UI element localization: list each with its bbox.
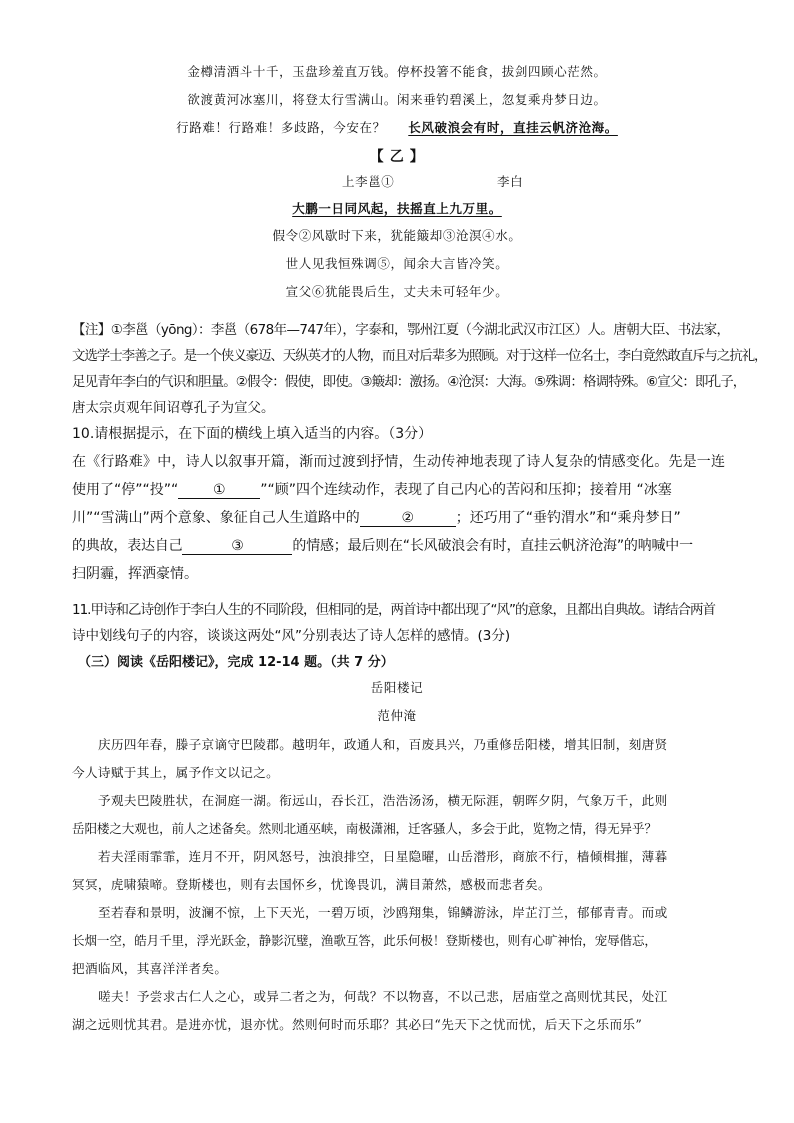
essay-p1-line-1: 庆历四年春，滕子京谪守巴陵郡。越明年，政通人和，百废具兴，乃重修岳阳楼，增其旧制，刻唐贤 bbox=[98, 737, 668, 752]
poem-yi-underlined-line: 大鹏一日同风起，扶摇直上九万里。 bbox=[292, 201, 502, 216]
poem-yi-author: 李白 bbox=[497, 174, 524, 189]
essay-p3-line-2: 冥冥，虎啸猿啼。登斯楼也，则有去国怀乡，忧谗畏讥，满目萧然，感极而悲者矣。 bbox=[72, 877, 551, 892]
poem-jia-line-1: 金樽清酒斗十千，玉盘珍羞直万钱。停杯投箸不能食，拔剑四顾心茫然。 bbox=[187, 64, 607, 79]
note-line-4: 唐太宗贞观年间诏尊孔子为宣父。 bbox=[72, 400, 275, 416]
q10-stem: 10.请根据提示，在下面的横线上填入适当的内容。（3分） bbox=[72, 426, 433, 442]
q11-line-2: 诗中划线句子的内容，谈谈这两处“风”分别表达了诗人怎样的感情。(3分) bbox=[72, 628, 511, 644]
q11-line-1: 11.甲诗和乙诗创作于李白人生的不同阶段，但相同的是，两首诗中都出现了“风”的意象，且都出自典故。请结合两首 bbox=[72, 602, 715, 618]
q10-line-5: 扫阴霾，挥洒豪情。 bbox=[72, 566, 198, 582]
poem-jia-line-3 bbox=[0, 118, 794, 136]
essay-p5-line-2: 湖之远则忧其君。是进亦忧，退亦忧。然则何时而乐耶？其必曰“先天下之忧而忧，后天下之乐而乐” bbox=[72, 1017, 643, 1032]
essay-p4-line-1: 至若春和景明，波澜不惊，上下天光，一碧万顷，沙鸥翔集，锦鳞游泳，岸芷汀兰，郁郁青青。而或 bbox=[98, 905, 668, 920]
poem-yi-label: 【 乙 】 bbox=[369, 149, 425, 165]
q10-blank-3[interactable]: ③ bbox=[182, 538, 292, 555]
essay-p3-line-1: 若夫淫雨霏霏，连月不开，阴风怒号，浊浪排空，日星隐曜，山岳潜形，商旅不行，樯倾楫摧，薄暮 bbox=[98, 849, 668, 864]
note-line-2: 文选学士李善之子。是一个侠义豪迈、天纵英才的人物，而且对后辈多为照顾。对于这样一位名士，李白竟然敢直斥与之抗礼， bbox=[72, 348, 767, 364]
q10-line-3-b: ；还巧用了“垂钓渭水”和“乘舟梦日” bbox=[455, 510, 681, 526]
q10-line-4 bbox=[72, 535, 693, 555]
q10-line-2-a: 使用了“停”“投”“ bbox=[72, 482, 179, 498]
section-3-heading: （三）阅读《岳阳楼记》，完成 12-14 题。（共 7 分） bbox=[78, 655, 394, 670]
note-line-3: 足见青年李白的气识和胆量。②假令：假使，即使。③簸却：激扬。④沧溟：大海。⑤殊调：格调特殊。⑥宣父：即孔子， bbox=[72, 374, 746, 390]
essay-author: 范仲淹 bbox=[377, 708, 417, 723]
q10-line-3 bbox=[72, 507, 681, 527]
poem-jia-line-3-plain: 行路难！行路难！多歧路，今安在？ bbox=[176, 120, 386, 135]
q10-line-1: 在《行路难》中，诗人以叙事开篇，渐而过渡到抒情，生动传神地表现了诗人复杂的情感变化。先是一连 bbox=[72, 454, 726, 470]
q10-line-4-b: 的情感；最后则在“长风破浪会有时，直挂云帆济沧海”的呐喊中一 bbox=[292, 538, 693, 554]
essay-p5-line-1: 嗟夫！予尝求古仁人之心，或异二者之为，何哉？不以物喜，不以己悲，居庙堂之高则忧其民，处江 bbox=[98, 989, 668, 1004]
essay-p1-line-2: 今人诗赋于其上，属予作文以记之。 bbox=[72, 765, 280, 780]
note-line-1: 【注】①李邕（yōng）：李邕（678年—747年），字泰和，鄂州江夏（今湖北武汉市江区）人。唐朝大臣、书法家， bbox=[72, 322, 730, 338]
poem-yi-line-4: 宣父⑥犹能畏后生，丈夫未可轻年少。 bbox=[285, 284, 509, 299]
q10-line-2 bbox=[72, 479, 672, 499]
q10-blank-1[interactable]: ① bbox=[178, 482, 260, 499]
essay-p2-line-2: 岳阳楼之大观也，前人之述备矣。然则北通巫峡，南极潇湘，迁客骚人，多会于此，览物之情，得无异乎？ bbox=[72, 821, 657, 836]
q10-line-4-a: 的典故，表达自己 bbox=[72, 538, 183, 554]
poem-yi-title: 上李邕① bbox=[342, 174, 395, 189]
poem-jia-line-2: 欲渡黄河冰塞川，将登太行雪满山。闲来垂钓碧溪上，忽复乘舟梦日边。 bbox=[187, 92, 607, 107]
q10-line-2-b: ”“顾”四个连续动作，表现了自己内心的苦闷和压抑；接着用 “冰塞 bbox=[260, 482, 672, 498]
q10-blank-2[interactable]: ② bbox=[360, 510, 456, 527]
poem-yi-line-2: 假令②风歇时下来，犹能簸却③沧溟④水。 bbox=[272, 228, 522, 243]
essay-p4-line-3: 把酒临风，其喜洋洋者矣。 bbox=[72, 961, 228, 976]
q10-line-3-a: 川”“雪满山”两个意象、象征自己人生道路中的 bbox=[72, 510, 360, 526]
poem-yi-line-3: 世人见我恒殊调⑤，闻余大言皆冷笑。 bbox=[285, 256, 509, 271]
essay-title: 岳阳楼记 bbox=[370, 680, 424, 695]
essay-p4-line-2: 长烟一空，皓月千里，浮光跃金，静影沉璧，渔歌互答，此乐何极！登斯楼也，则有心旷神怡，宠辱偕忘， bbox=[72, 933, 657, 948]
essay-p2-line-1: 予观夫巴陵胜状，在洞庭一湖。衔远山，吞长江，浩浩汤汤，横无际涯，朝晖夕阴，气象万千，此则 bbox=[98, 793, 668, 808]
poem-jia-underlined-line: 长风破浪会有时，直挂云帆济沧海。 bbox=[408, 120, 618, 135]
